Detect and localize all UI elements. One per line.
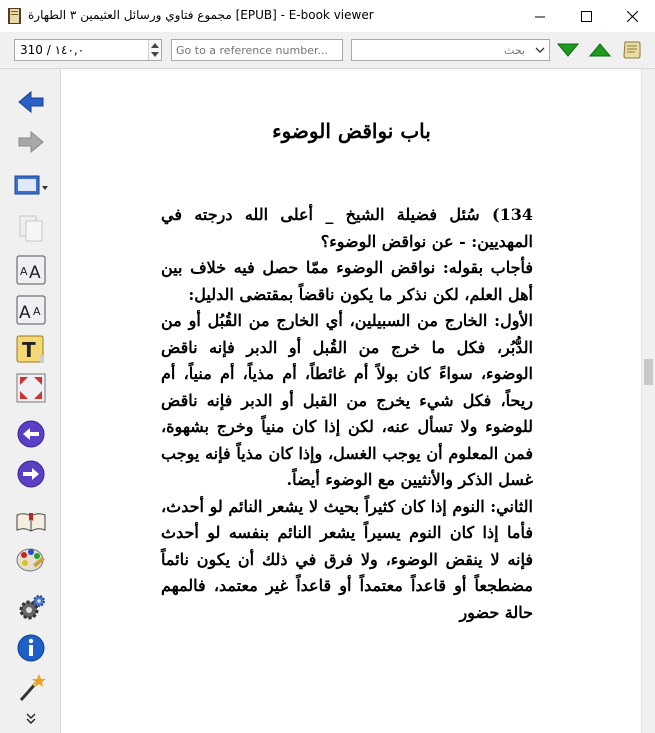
font-smaller-icon bbox=[16, 295, 46, 325]
chapter-title: باب نواقض الوضوء bbox=[272, 119, 431, 143]
chevron-down-icon bbox=[535, 47, 545, 53]
toolbar bbox=[0, 32, 655, 69]
text-tool-button[interactable] bbox=[13, 333, 49, 367]
font-larger-button[interactable] bbox=[13, 253, 49, 287]
search-input[interactable] bbox=[352, 40, 549, 60]
reference-input-box[interactable] bbox=[171, 39, 343, 61]
vertical-scrollbar[interactable] bbox=[641, 69, 655, 733]
chapter-body bbox=[161, 202, 533, 626]
maximize-button[interactable] bbox=[563, 0, 609, 32]
sidebar bbox=[0, 69, 60, 733]
paragraph: الأول: الخارج من السبيلين، أي الخارج من القُبُل أو من الدُّبُر، فكل ما خرج من القُبل أو الدبر فإنه ناقض الوضوء، سواءً كان بولاً أم غائطاً، أم مذياً، أم منياً، أم ريحاً، فكل شيء يخرج من القبل أو الدبر فإنه ناقض للوضوء ولا تسأل عنه، لكن إذا كان منياً وخرج بشهوة، فمن المعلوم أن يوجب الغسل، وإذا كان مذياً فإنه يوجب غسل الذكر والأنثيين مع الوضوء أيضاً. bbox=[161, 311, 533, 489]
magic-wand-button[interactable] bbox=[13, 671, 49, 705]
settings-gear-icon bbox=[15, 592, 47, 624]
arrow-down-green-icon bbox=[557, 42, 579, 58]
find-next-button[interactable] bbox=[555, 38, 581, 62]
minimize-button[interactable] bbox=[517, 0, 563, 32]
previous-page-button[interactable] bbox=[13, 417, 49, 451]
paragraph: الثاني: النوم إذا كان كثيراً بحيث لا يشعر النائم لو أحدث، فأما إذا كان النوم يسيراً يشعر النائم بنفسه لو أحدث فإنه لا ينقض الوضوء، ولا فرق في ذلك أن يكون نائماً مضطجعاً أو قاعداً معتمداً أو قاعداً غير معتمد، فالمهم حالة حضور bbox=[161, 496, 533, 622]
book-app-icon bbox=[8, 8, 21, 24]
spin-up-icon[interactable] bbox=[151, 43, 159, 48]
previous-page-icon bbox=[16, 419, 46, 449]
scroll-paper-icon bbox=[621, 39, 643, 61]
maximize-icon bbox=[581, 11, 592, 22]
theme-palette-icon bbox=[15, 544, 47, 576]
copy-icon bbox=[18, 214, 44, 242]
fullscreen-icon bbox=[16, 373, 46, 403]
position-spinbox[interactable] bbox=[14, 39, 162, 61]
info-button[interactable] bbox=[13, 631, 49, 665]
more-button[interactable] bbox=[13, 709, 49, 729]
svg-text:A: A bbox=[29, 263, 41, 283]
copy-button[interactable] bbox=[13, 211, 49, 245]
find-previous-button[interactable] bbox=[587, 38, 613, 62]
search-box[interactable] bbox=[351, 39, 550, 61]
reference-input[interactable] bbox=[172, 40, 342, 60]
reference-mode-button[interactable] bbox=[619, 38, 645, 62]
paragraph: 134) سُئل فضيلة الشيخ _ أعلى الله درجته في المهديين: - عن نواقض الوضوء؟ bbox=[161, 205, 533, 251]
paragraph: فأجاب بقوله: نواقض الوضوء ممّا حصل فيه خلاف بين أهل العلم، لكن نذكر ما يكون ناقضاً بمقتضى الدليل: bbox=[161, 258, 533, 304]
title-bar bbox=[0, 0, 655, 32]
spin-down-icon[interactable] bbox=[151, 52, 159, 57]
view-mode-button[interactable] bbox=[13, 169, 49, 203]
info-icon bbox=[16, 633, 46, 663]
forward-arrow-icon bbox=[17, 130, 45, 154]
fullscreen-button[interactable] bbox=[13, 371, 49, 405]
magic-wand-icon bbox=[15, 672, 47, 704]
font-smaller-button[interactable] bbox=[13, 293, 49, 327]
more-chevrons-icon bbox=[26, 713, 36, 725]
window-title: مجموع فتاوي ورسائل العثيمين ٣ الطهارة [EPUB] - E-book viewer bbox=[28, 8, 374, 22]
position-value: 310 / ١٤٠,٠ bbox=[20, 43, 85, 57]
theme-button[interactable] bbox=[13, 543, 49, 577]
svg-text:A: A bbox=[19, 303, 31, 323]
close-icon bbox=[627, 11, 638, 22]
arrow-up-green-icon bbox=[589, 42, 611, 58]
next-page-icon bbox=[16, 459, 46, 489]
minimize-icon bbox=[535, 11, 546, 22]
next-page-button[interactable] bbox=[13, 457, 49, 491]
settings-button[interactable] bbox=[13, 591, 49, 625]
back-button[interactable] bbox=[13, 85, 49, 119]
library-button[interactable] bbox=[13, 505, 49, 539]
font-larger-icon bbox=[16, 255, 46, 285]
scrollbar-thumb[interactable] bbox=[644, 359, 653, 385]
library-icon bbox=[15, 510, 47, 534]
close-button[interactable] bbox=[609, 0, 655, 32]
text-tool-icon bbox=[16, 335, 46, 365]
svg-text:A: A bbox=[33, 305, 41, 318]
svg-text:T: T bbox=[22, 338, 36, 362]
back-arrow-icon bbox=[17, 90, 45, 114]
forward-button[interactable] bbox=[13, 125, 49, 159]
view-mode-icon bbox=[13, 172, 49, 200]
search-dropdown[interactable] bbox=[531, 40, 549, 60]
position-spinner[interactable] bbox=[148, 40, 161, 60]
svg-text:A: A bbox=[20, 265, 28, 278]
book-content[interactable] bbox=[60, 69, 642, 733]
